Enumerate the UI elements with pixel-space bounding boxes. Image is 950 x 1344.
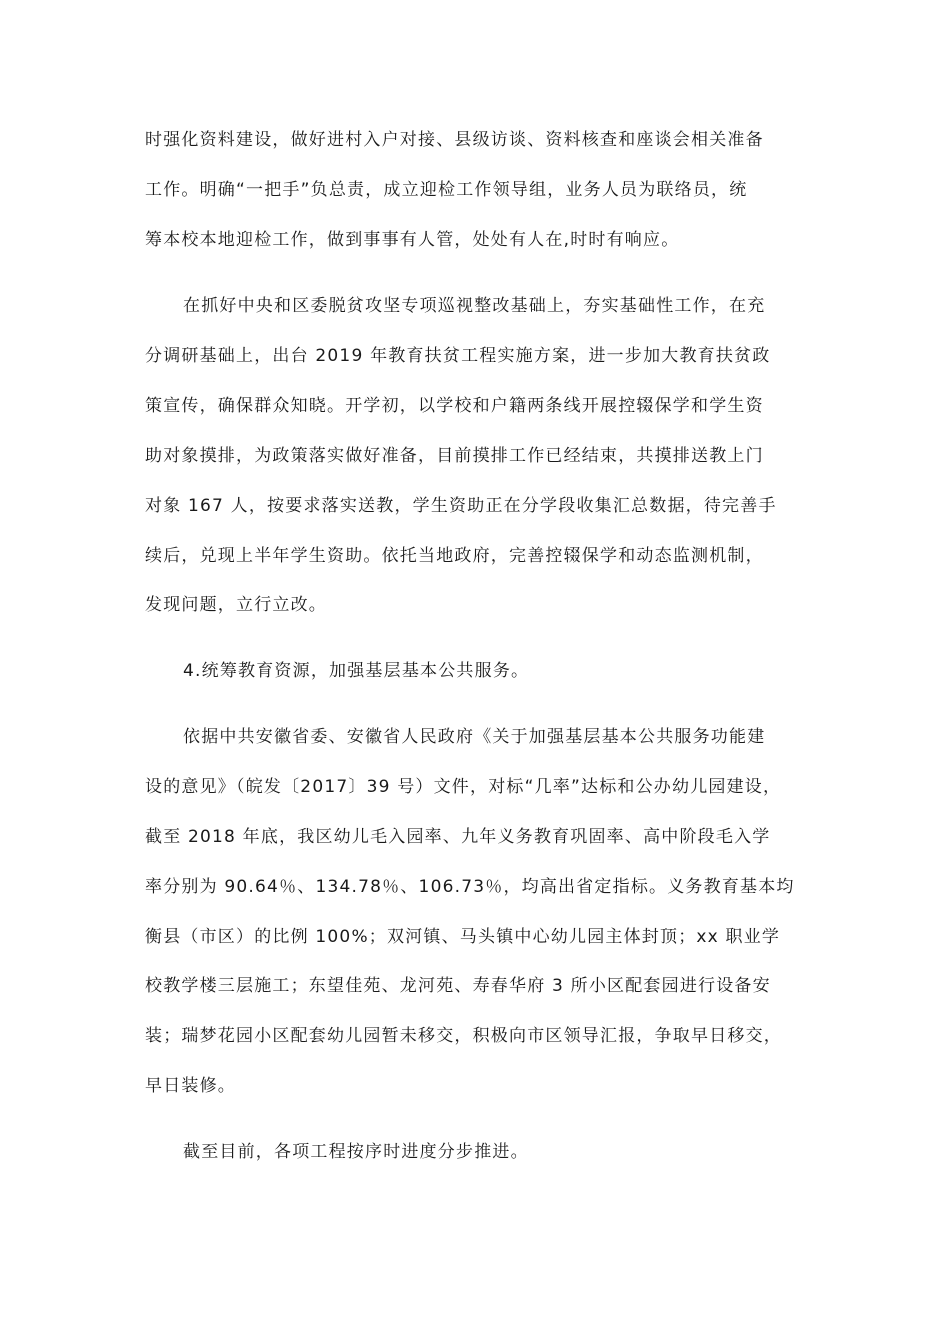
paragraph-line: 在抓好中央和区委脱贫攻坚专项巡视整改基础上，夯实基础性工作，在充 (183, 296, 766, 316)
paragraph-line: 截至目前，各项工程按序时进度分步推进。 (183, 1142, 529, 1162)
paragraph-line: 率分别为 90.64％、134.78％、106.73％，均高出省定指标。义务教育基本均 (145, 877, 795, 897)
paragraph-line: 早日装修。 (145, 1076, 236, 1096)
paragraph-line: 对象 167 人，按要求落实送教，学生资助正在分学段收集汇总数据，待完善手 (145, 496, 777, 516)
paragraph-line: 工作。明确“一把手”负总责，成立迎检工作领导组，业务人员为联络员，统 (145, 180, 748, 200)
paragraph-line: 时强化资料建设，做好进村入户对接、县级访谈、资料核查和座谈会相关准备 (145, 130, 764, 150)
section-heading: 4.统筹教育资源，加强基层基本公共服务。 (183, 661, 530, 681)
paragraph-line: 发现问题，立行立改。 (145, 595, 327, 615)
paragraph-line: 依据中共安徽省委、安徽省人民政府《关于加强基层基本公共服务功能建 (183, 727, 766, 747)
paragraph-line: 设的意见》（皖发〔2017〕39 号）文件，对标“几率”达标和公办幼儿园建设， (145, 777, 782, 797)
paragraph-line: 筹本校本地迎检工作，做到事事有人管，处处有人在,时时有响应。 (145, 230, 680, 250)
paragraph-line: 截至 2018 年底，我区幼儿毛入园率、九年义务教育巩固率、高中阶段毛入学 (145, 827, 771, 847)
paragraph-line: 分调研基础上，出台 2019 年教育扶贫工程实施方案，进一步加大教育扶贫政 (145, 346, 771, 366)
paragraph-line: 助对象摸排，为政策落实做好准备，目前摸排工作已经结束，共摸排送教上门 (145, 446, 764, 466)
paragraph-line: 策宣传，确保群众知晓。开学初，以学校和户籍两条线开展控辍保学和学生资 (145, 396, 764, 416)
paragraph-line: 装；瑞梦花园小区配套幼儿园暂未移交，积极向市区领导汇报，争取早日移交， (145, 1026, 782, 1046)
paragraph-line: 衡县（市区）的比例 100%；双河镇、马头镇中心幼儿园主体封顶；xx 职业学 (145, 927, 781, 947)
paragraph-line: 校教学楼三层施工；东望佳苑、龙河苑、寿春华府 3 所小区配套园进行设备安 (145, 976, 771, 996)
paragraph-line: 续后，兑现上半年学生资助。依托当地政府，完善控辍保学和动态监测机制， (145, 546, 764, 566)
